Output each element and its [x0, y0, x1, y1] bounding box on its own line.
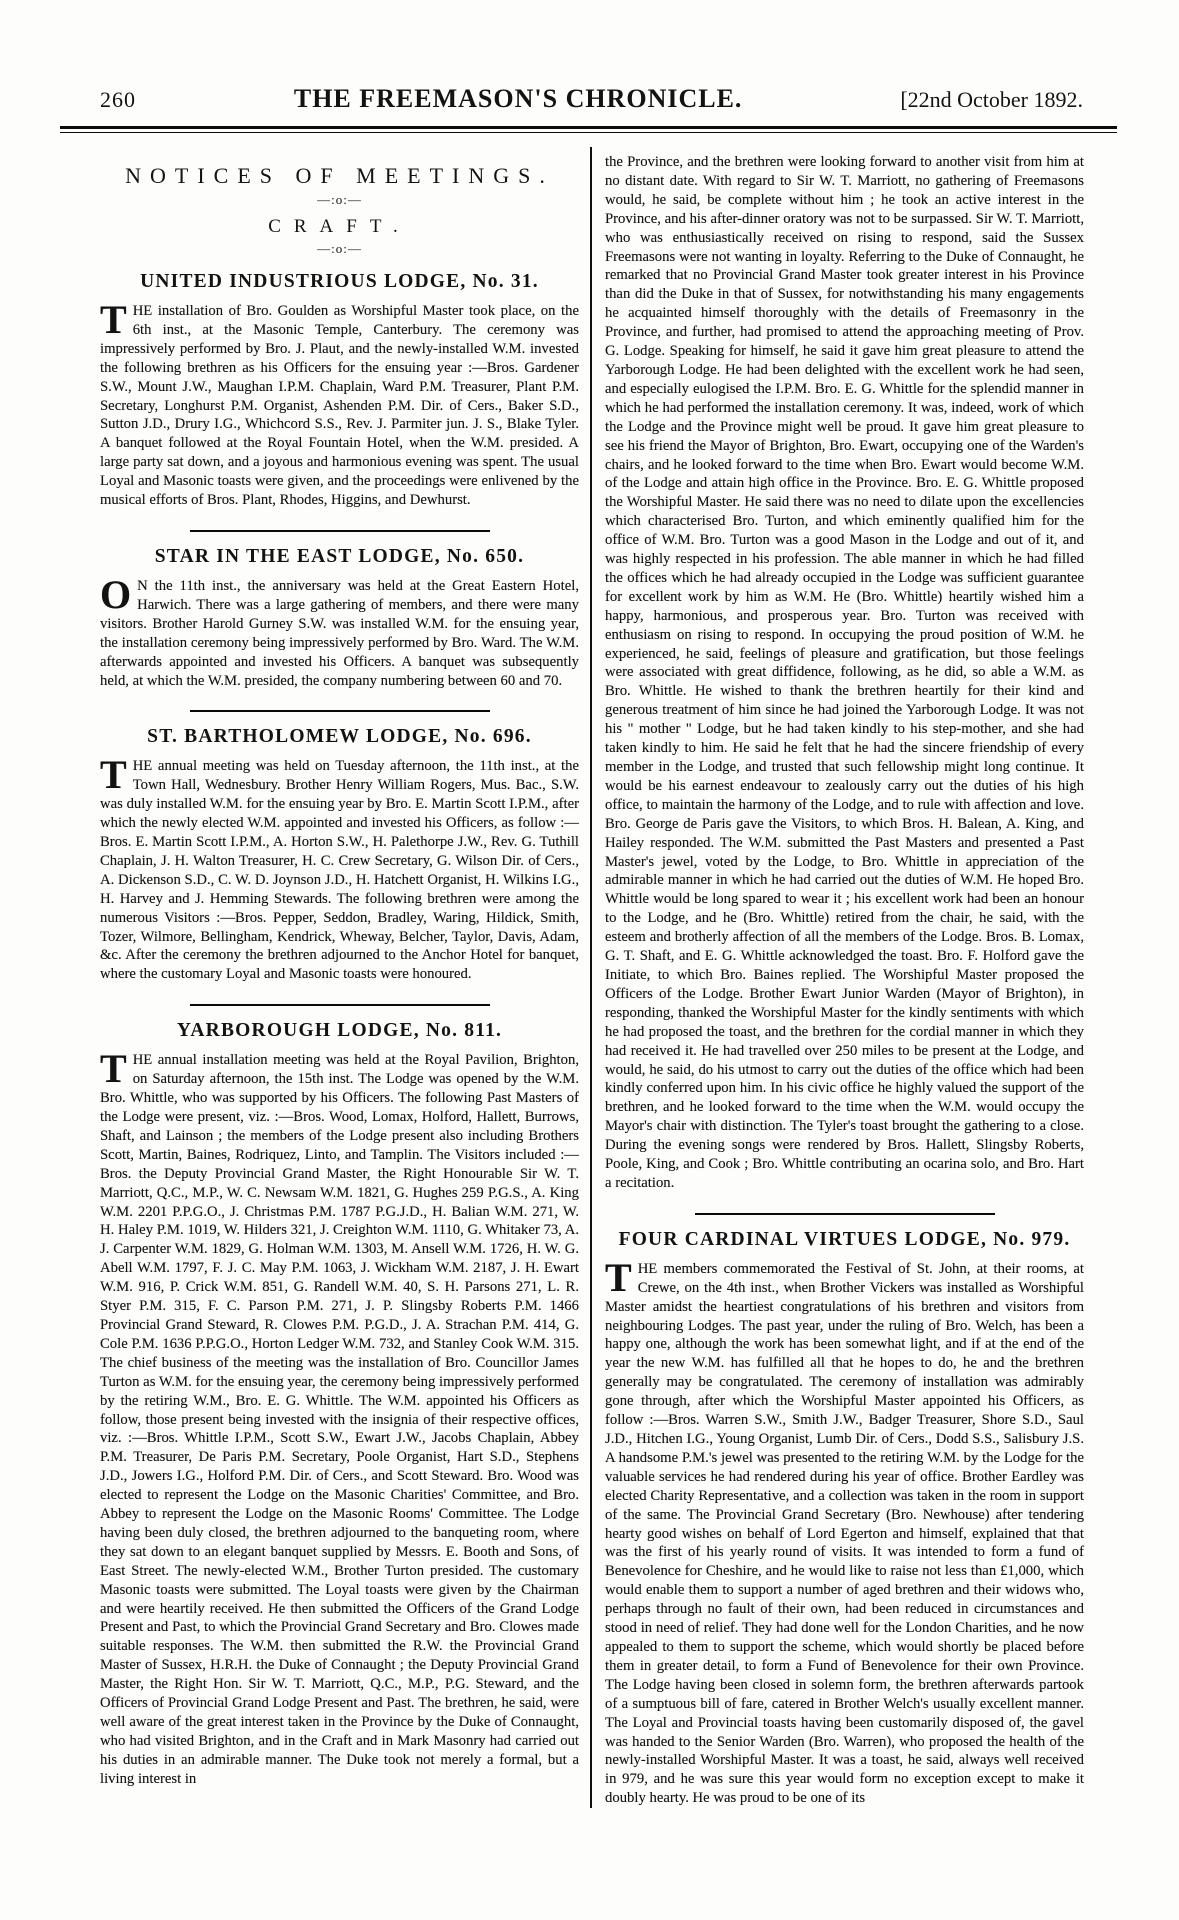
- drop-cap: T: [100, 297, 127, 342]
- article-st-bartholomew: [100, 726, 579, 984]
- running-head: [100, 84, 1083, 114]
- article-heading: ST. BARTHOLOMEW LODGE, No. 696.: [147, 726, 532, 748]
- craft-subtitle: CRAFT.: [268, 216, 411, 237]
- article-united-industrious: [100, 271, 579, 510]
- columns: [100, 147, 1084, 1808]
- article-divider: [190, 710, 490, 712]
- article-text: HE installation of Bro. Goulden as Worshipful Master took place, on the 6th inst., at the Masonic Temple, Canterbury. The ceremony was impressively performed by Bro. J. Plaut, and the newly-installed W.M. invested the following brethren as his Officers for the ensuing year :—Bros. Gardener S.W., Mount J.W., Maughan I.P.M. Chaplain, Ward P.M. Treasurer, Plant P.M. Secretary, Longhurst P.M. Organist, Ashenden P.M. Dir. of Cers., Baker S.D., Sutton J.D., Drury I.G., Whichcord S.S., Rev. J. Parmiter jun. J. S., Blake Tyler. A banquet followed at the Royal Fountain Hotel, when the W.M. presided. A large party sat down, and a joyous and harmonious evening was spent. The usual Loyal and Masonic toasts were given, and the proceedings were enlivened by the musical efforts of Bros. Plant, Rhodes, Higgins, and Dewhurst.: [100, 303, 579, 509]
- article-heading: FOUR CARDINAL VIRTUES LODGE, No. 979.: [618, 1228, 1071, 1250]
- left-column: [100, 147, 590, 1808]
- article-yarborough: [100, 1020, 579, 1788]
- article-text: HE members commemorated the Festival of St. John, at their rooms, at Crewe, on the 4th inst., when Brother Vickers was installed as Worshipful Master amidst the heartiest congratulations of his brethren and visitors from neighbouring Lodges. The past year, under the ruling of Bro. Welch, has been a happy one, although the work has been somewhat light, and if at the end of the year the new W.M. has fulfilled all that he hopes to do, he and the brethren generally may be congratulated. The ceremony of installation was admirably gone through, after which the Worshipful Master appointed his Officers, as follow :—Bros. Warren S.W., Smith J.W., Badger Treasurer, Shore S.D., Saul J.D., Hitchen I.G., Young Organist, Lumb Dir. of Cers., Dodd S.S., Salisbury J.S. A handsome P.M.'s jewel was presented to the retiring W.M. by the Lodge for the valuable services he had rendered during his year of office. Brother Eardley was elected Charity Representative, and a collection was taken in the room in support of the same. The Provincial Grand Secretary (Bro. Newhouse) after tendering hearty good wishes on behalf of Lord Egerton and himself, explained that that was the first of his yearly round of visits. It was intended to form a fund of Benevolence for Cheshire, and he would like to raise not less than £1,000, which would enable them to support a number of aged brethren and their widows who, perhaps through no fault of their own, had been reduced in circumstances and stood in need of relief. They had done well for the London Charities, and he now appealed to them to support the scheme, which would shortly be placed before them in greater detail, to form a Fund of Benevolence for their own Province. The Lodge having been closed in solemn form, the brethren afterwards partook of a sumptuous bill of fare, catered in Brother Welch's usually excellent manner. The Loyal and Provincial toasts having been customarily disposed of, the gavel was handed to the Senior Warden (Bro. Warren), who proposed the health of the newly-installed Worshipful Master. It was a toast, he said, always well received in 979, and he was sure this year would form no exception except to make it doubly hearty. He was proud to be one of its: [605, 1260, 1084, 1807]
- section-title: NOTICES OF MEETINGS.: [125, 163, 554, 188]
- header-double-rule: [60, 126, 1117, 133]
- article-text: HE annual meeting was held on Tuesday afternoon, the 11th inst., at the Town Hall, Wednesbury. Brother Henry William Rogers, Mus. Bac., S.W. was duly installed W.M. for the ensuing year by Bro. E. Martin Scott I.P.M., after which the newly elected W.M. appointed and invested his Officers, as follow :—Bros. E. Martin Scott I.P.M., A. Horton S.W., H. Palethorpe J.W., Rev. G. Tuthill Chaplain, J. H. Walton Treasurer, H. C. Crew Secretary, G. Wilson Dir. of Cers., A. Dickenson S.D., C. W. D. Joynson J.D., H. Hatchett Organist, H. Wilkins I.G., H. Harvey and J. Hemming Stewards. The following brethren were among the numerous Visitors :—Bros. Pepper, Seddon, Bradley, Waring, Hildick, Smith, Tozer, Wilmore, Bellingham, Kendrick, Wheway, Belcher, Taylor, Davis, Adam, &c. After the ceremony the brethren adjourned to the Anchor Hotel for banquet, where the customary Loyal and Masonic toasts were honoured.: [100, 758, 579, 983]
- article-divider: [190, 1004, 490, 1006]
- section-ornament: —:o:—: [317, 192, 362, 207]
- page-number: 260: [100, 87, 136, 112]
- drop-cap: T: [100, 1046, 127, 1092]
- article-star-in-the-east: [100, 546, 579, 690]
- article-body: [605, 1254, 1084, 1808]
- article-text: HE annual installation meeting was held at the Royal Pavilion, Brighton, on Saturday afternoon, the 15th inst. The Lodge was opened by the W.M. Bro. Whittle, who was supported by his Officers. The following Past Masters of the Lodge were present, viz. :—Bros. Wood, Lomax, Holford, Hallett, Burrows, Shaft, and Lainson ; the members of the Lodge present also including Brothers Scott, Martin, Baines, Rodriquez, Linto, and Tamplin. The Visitors included :—Bros. the Deputy Provincial Grand Master, the Right Honourable Sir W. T. Marriott, Q.C., M.P., W. C. Newsam W.M. 1821, G. Hughes 259 P.G.S., A. King W.M. 2201 P.P.G.O., J. Christmas P.M. 1787 P.G.J.D., H. Balian W.M. 271, W. H. Haley P.M. 1019, W. Hilders 321, J. Creighton W.M. 1110, G. Whitaker 73, A. J. Carpenter W.M. 1829, G. Holman W.M. 1303, M. Ansell W.M. 1726, H. W. G. Abell W.M. 1797, F. J. C. May P.M. 1063, J. Wickham W.M. 2187, J. H. Ewart W.M. 916, P. Crick W.M. 851, G. Randell W.M. 40, S. H. Parsons 271, L. R. Styer P.M. 315, F. C. Parson P.M. 271, J. P. Slingsby Roberts P.M. 1466 Provincial Grand Steward, R. Clowes P.M. P.G.D., J. A. Strachan P.M. 414, G. Cole P.M. 1636 P.P.G.O., Horton Ledger W.M. 732, and Stanley Cook W.M. 315. The chief business of the meeting was the installation of Bro. Councillor James Turton as W.M. for the ensuing year, the ceremony being impressively performed by the retiring W.M., Bro. E. G. Whittle. The W.M. appointed his Officers as follow, those present being invested with the insignia of their respective offices, viz. :—Bros. Whittle I.P.M., Scott S.W., Ewart J.W., Jacobs Chaplain, Abbey P.M. Treasurer, De Paris P.M. Secretary, Poole Organist, Hart S.D., Stephens J.D., Jowers I.G., Holford P.M. Dir. of Cers., and Scott Steward. Bro. Wood was elected to represent the Lodge on the Masonic Charities' Committee, and Bro. Abbey to represent the Lodge on the Masonic Rooms' Committee. The Lodge having been duly closed, the brethren adjourned to the banqueting room, where they sat down to an elegant banquet supplied by Messrs. E. Booth and Sons, of East Street. The newly-elected W.M., Brother Turton presided. The customary Masonic toasts were submitted. The Loyal toasts were given by the Chairman and were heartily received. He then submitted the Officers of the Grand Lodge Present and Past, to which the Provincial Grand Secretary and Bro. Clowes made suitable responses. The W.M. then submitted the R.W. the Provincial Grand Master of Sussex, H.R.H. the Duke of Connaught ; the Deputy Provincial Grand Master, the Right Hon. Sir W. T. Marriott, Q.C., M.P., P.G. Steward, and the Officers of Provincial Grand Lodge Present and Past. The brethren, he said, were well aware of the great interest taken in the Province by the Duke of Connaught, who had visited Brighton, and in the Craft and in Mark Masonry had carried out his duties in an admirable manner. The Duke took not merely a formal, but a living interest in: [100, 1052, 579, 1787]
- section-ornament-2: —:o:—: [317, 241, 362, 256]
- article-divider: [190, 530, 490, 532]
- drop-cap: T: [100, 752, 127, 798]
- article-heading: UNITED INDUSTRIOUS LODGE, No. 31.: [140, 271, 539, 292]
- drop-cap: T: [605, 1254, 632, 1300]
- drop-cap: O: [100, 571, 132, 617]
- masthead-title: THE FREEMASON'S CHRONICLE.: [293, 84, 743, 113]
- yarborough-continuation: the Province, and the brethren were looking forward to another visit from him at no distant date. With regard to Sir W. T. Marriott, no gathering of Freemasons would, he said, be complete without him ; he took an active interest in the Province, and his after-dinner oratory was not to be surpassed. Sir W. T. Marriott, who was enthusiastically received on rising to respond, said the Sussex Freemasons were not wanting in loyalty. Referring to the Duke of Connaught, he remarked that no Provincial Grand Master took greater interest in his Province than did the Duke in that of Sussex, for notwithstanding his many engagements he acquainted himself thoroughly with the details of Freemasonry in the Province, and further, had promised to attend the approaching meeting of Prov. G. Lodge. Speaking for himself, he said it gave him great pleasure to attend the Yarborough Lodge. He had been delighted with the excellent work he had seen, and especially eulogised the I.P.M. Bro. E. G. Whittle for the splendid manner in which he had performed the installation ceremony. It was, indeed, work of which the Lodge and the Province might well be proud. It gave him great pleasure to see his friend the Mayor of Brighton, Bro. Ewart, occupying one of the Warden's chairs, and he looked forward to the time when Bro. Ewart would become W.M. of the Lodge and attain high office in the Province. Bro. E. G. Whittle proposed the Worshipful Master. He said there was no need to dilate upon the excellencies which characterised Bro. Turton, and which eminently qualified him for the office of W.M. Bro. Turton was a good Mason in the Lodge and out of it, and was highly respected in his profession. The able manner in which he had filled the offices which he had already occupied in the Lodge was sufficient guarantee for excellent work by him as W.M. He (Bro. Whittle) heartily wished him a happy, harmonious, and prosperous year. Bro. Turton was received with enthusiasm on rising to respond. In occupying the proud position of W.M. he experienced, he said, feelings of pleasure and gratification, but those feelings were associated with great diffidence, following, as he did, so able a W.M. as Bro. Whittle. He wished to thank the brethren heartily for their kind and generous treatment of him since he had joined the Yarborough Lodge. It was not his " mother " Lodge, but he had taken kindly to his step-mother, and she had taken kindly to him. He said he felt that he had the sincere friendship of every member in the Lodge, and trusted that such fellowship might long continue. It would be his earnest endeavour to zealously carry out the duties of his high office, to maintain the harmony of the Lodge, and to rule with affection and love. Bro. George de Paris gave the Visitors, to which Bros. H. Balean, A. King, and Hailey responded. The W.M. submitted the Past Masters and presented a Past Master's jewel, voted by the Lodge, to Bro. Whittle in appreciation of the admirable manner in which he had carried out the duties of W.M. He hoped Bro. Whittle would be long spared to wear it ; his excellent work had been an honour to the Lodge, and he (Bro. Whittle) retired from the chair, he said, with the esteem and brotherly affection of all the members of the Lodge. Bros. B. Lomax, G. T. Shaft, and E. G. Whittle acknowledged the toast. Bro. F. Holford gave the Initiate, to which Bro. Baines replied. The Worshipful Master proposed the Officers of the Lodge. Brother Ewart Junior Warden (Mayor of Brighton), in responding, thanked the Worshipful Master for the kindly sentiments with which he had proposed the toast, and the brethren for the cordial manner in which they had received it. He had travelled over 250 miles to be present at the Lodge, and would, he said, do his utmost to carry out the duties of the office which had been kindly conferred upon him. In his civic office he highly valued the support of the brethren, and he looked forward to the time when the W.M. would occupy the Mayor's chair with distinction. The Tyler's toast brought the gathering to a close. During the evening songs were rendered by Bros. Hallett, Slingsby Roberts, Poole, King, and Cook ; Bro. Whittle contributing an ocarina solo, and Bro. Hart a recitation.: [605, 154, 1084, 1191]
- article-body: [100, 1046, 579, 1788]
- article-heading: STAR IN THE EAST LODGE, No. 650.: [154, 545, 525, 567]
- article-body: [100, 297, 579, 510]
- right-column: [592, 147, 1084, 1808]
- article-four-cardinal-virtues: [605, 1229, 1084, 1808]
- article-divider: [695, 1213, 995, 1215]
- article-body: [100, 571, 579, 690]
- article-text: N the 11th inst., the anniversary was held at the Great Eastern Hotel, Harwich. There was a large gathering of members, and there were many visitors. Brother Harold Gurney S.W. was installed W.M. for the ensuing year, the installation ceremony being impressively performed by Bro. Ward. The W.M. afterwards appointed and invested his Officers. A banquet was subsequently held, at which the W.M. presided, the company numbering between 60 and 70.: [100, 577, 579, 689]
- issue-date: [22nd October 1892.: [900, 87, 1083, 112]
- article-body: [100, 752, 579, 984]
- article-heading: YARBOROUGH LODGE, No. 811.: [176, 1020, 503, 1042]
